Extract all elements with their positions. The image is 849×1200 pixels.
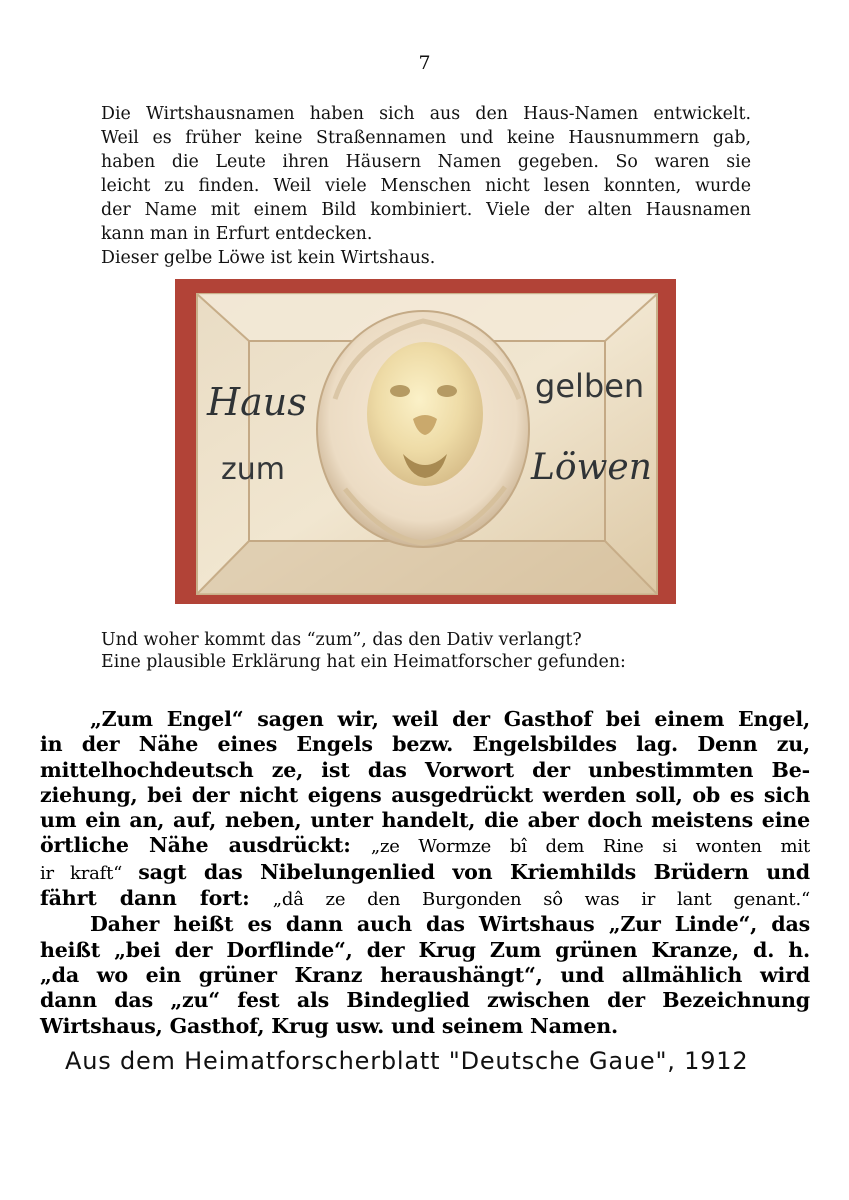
quote-line (40, 860, 810, 886)
plaque-word-haus: Haus (207, 380, 307, 424)
quote-line: Daher heißt es dann auch das Wirtshaus „Zur Linde“, das (90, 912, 810, 937)
quote-line: um ein an, auf, neben, unter handelt, die aber doch meistens eine (40, 808, 810, 833)
quote-segment: fährt dann fort: (40, 886, 273, 911)
page-number: 7 (418, 52, 431, 74)
quote-line: Wirtshaus, Gasthof, Krug usw. und seinem Namen. (40, 1013, 618, 1038)
plaque-word-gelben: gelben (535, 367, 645, 405)
intro-line: leicht zu finden. Weil viele Menschen nicht lesen konnten, wurde (101, 176, 751, 196)
intro-line: der Name mit einem Bild kombiniert. Viele der alten Hausnamen (101, 200, 751, 220)
quote-line: in der Nähe eines Engels bezw. Engelsbildes lag. Denn zu, (40, 732, 810, 757)
plaque-word-loewen: Löwen (531, 447, 652, 488)
intro-line: Weil es früher keine Straßennamen und keine Hausnummern gab, (101, 128, 751, 148)
middle-text (101, 629, 751, 673)
plaque-word-zum: zum (221, 452, 285, 487)
source-citation: Aus dem Heimatforscherblatt "Deutsche Gaue", 1912 (65, 1047, 749, 1075)
quote-segment-roman: „ze Wormze bî dem Rine si wonten mit (370, 836, 810, 858)
quote-segment-roman: ir kraft“ (40, 862, 139, 884)
intro-line: Dieser gelbe Löwe ist kein Wirtshaus. (101, 248, 436, 268)
quote-line: „Zum Engel“ sagen wir, weil der Gasthof bei einem Engel, (90, 707, 810, 731)
quote-line (40, 833, 810, 859)
quote-segment: sagt das Nibelungenlied von Kriemhilds Brüdern und (138, 859, 810, 884)
intro-paragraph (101, 102, 751, 270)
quote-line: dann das „zu“ fest als Bindeglied zwischen der Bezeichnung (40, 988, 810, 1013)
middle-line: Eine plausible Erklärung hat ein Heimatforscher gefunden: (101, 652, 626, 672)
quote-line: „da wo ein grüner Kranz heraushängt“, und allmählich wird (40, 962, 810, 987)
middle-line: Und woher kommt das “zum”, das den Dativ verlangt? (101, 630, 582, 650)
quote-segment: örtliche Nähe ausdrückt: (40, 833, 371, 858)
intro-line: kann man in Erfurt entdecken. (101, 224, 373, 244)
quote-line: mittelhochdeutsch ze, ist das Vorwort der unbestimmten Be- (40, 757, 810, 782)
quoted-fraktur-excerpt (40, 707, 810, 1039)
intro-line: haben die Leute ihren Häusern Namen gegeben. So waren sie (101, 152, 751, 172)
lion-plaque-photo (175, 279, 676, 604)
intro-line: Die Wirtshausnamen haben sich aus den Haus-Namen entwickelt. (101, 104, 751, 124)
quote-line: ziehung, bei der nicht eigens ausgedrückt werden soll, ob es sich (40, 782, 810, 807)
quote-segment-roman: „dâ ze den Burgonden sô was ir lant genant.“ (272, 889, 810, 911)
quote-line (40, 886, 810, 912)
quote-line: heißt „bei der Dorflinde“, der Krug Zum grünen Kranze, d. h. (40, 937, 810, 962)
